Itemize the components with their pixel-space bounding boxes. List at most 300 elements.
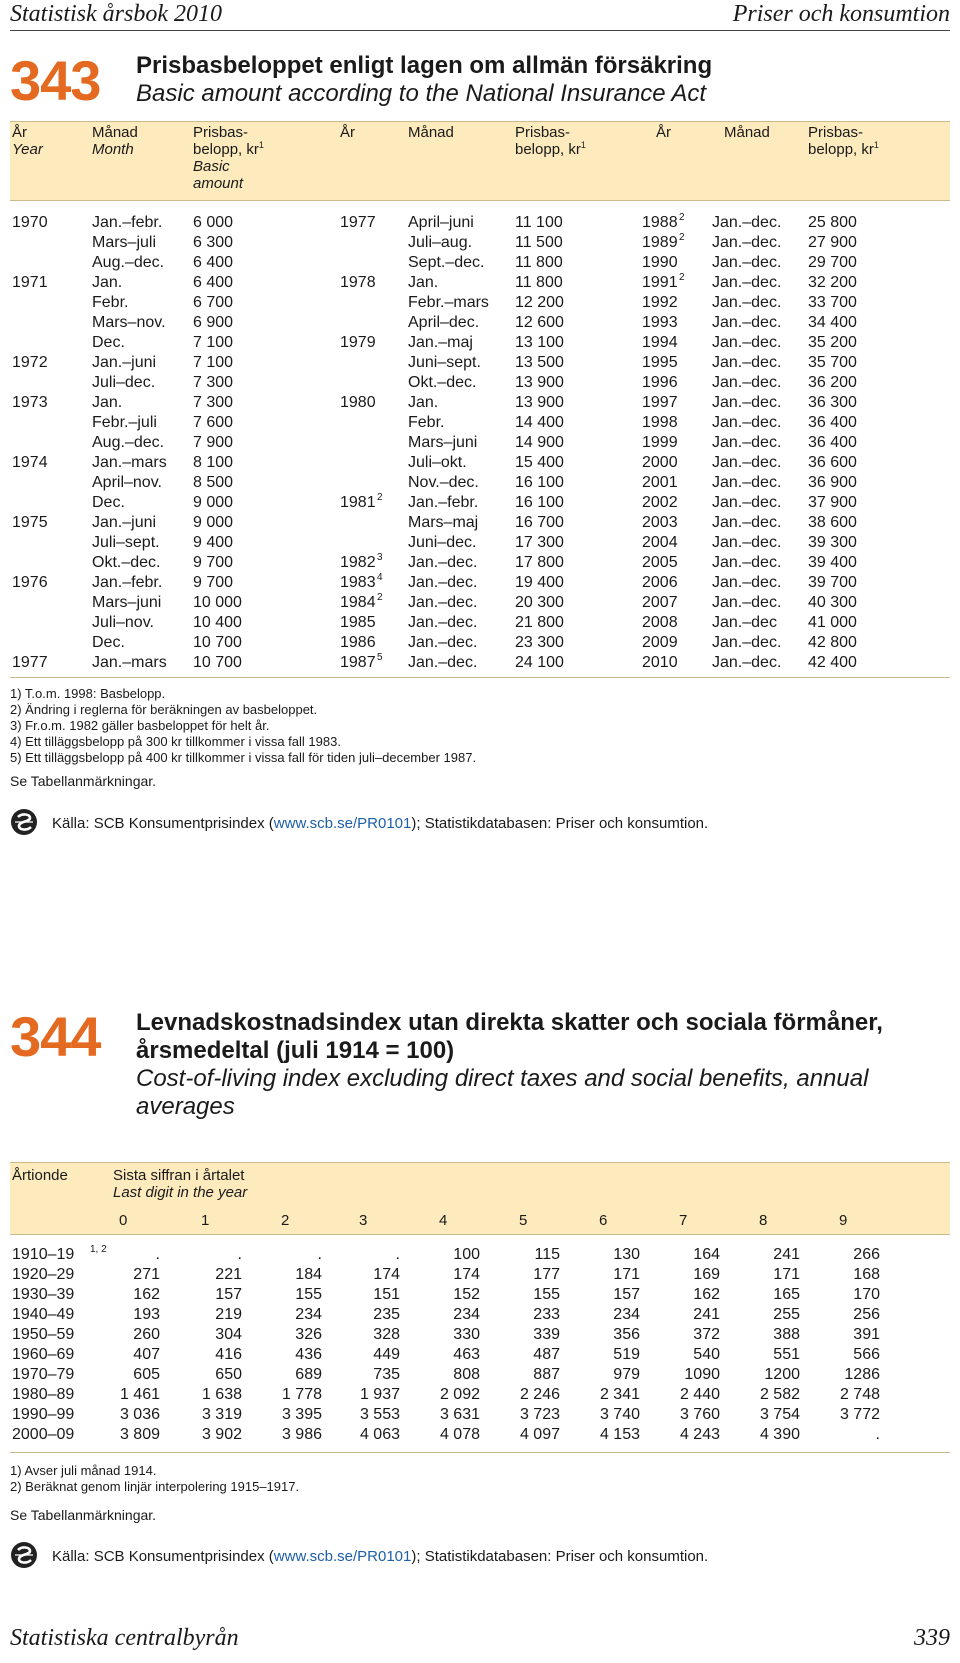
cell-amount: 14 400 <box>515 414 564 431</box>
table-row <box>10 593 950 613</box>
header-last-digit: Sista siffran i årtalet Last digit in the year <box>113 1167 248 1201</box>
header-month-col-1: Månad Month <box>92 124 138 158</box>
cell-year: 1970 <box>12 214 48 231</box>
cell-amount: 35 700 <box>808 354 857 371</box>
header-month-col-3: Månad <box>724 124 770 141</box>
cell-month: Juli–aug. <box>408 234 473 251</box>
cell-year: 1990 <box>642 254 678 271</box>
table-344-bottom-rule <box>10 1452 950 1453</box>
table-344-number: 344 <box>10 1005 101 1068</box>
cell-month: Dec. <box>92 634 125 651</box>
cell-month: Jan.–juni <box>92 514 157 531</box>
cell-year: 1982 <box>340 554 376 571</box>
cell-value: . <box>395 1246 400 1263</box>
cell-amount: 35 200 <box>808 334 857 351</box>
cell-value: 3 395 <box>281 1406 322 1423</box>
table-row <box>10 273 950 293</box>
cell-value: 234 <box>295 1306 322 1323</box>
cell-amount: 23 300 <box>515 634 564 651</box>
cell-year: 2007 <box>642 594 678 611</box>
cell-year: 1998 <box>642 414 678 431</box>
table-row <box>10 553 950 573</box>
cell-amount: 40 300 <box>808 594 857 611</box>
cell-month: April–dec. <box>408 314 480 331</box>
cell-value: 3 631 <box>439 1406 480 1423</box>
cell-value: 162 <box>693 1286 720 1303</box>
cell-month: Jan.–dec. <box>408 614 478 631</box>
cell-year: 1973 <box>12 394 48 411</box>
table-row <box>10 373 950 393</box>
cell-amount: 38 600 <box>808 514 857 531</box>
cell-value: 130 <box>613 1246 640 1263</box>
table-row <box>10 1265 950 1285</box>
cell-amount: 34 400 <box>808 314 857 331</box>
table-row <box>10 493 950 513</box>
cell-year: 1975 <box>12 514 48 531</box>
cell-value: 219 <box>215 1306 242 1323</box>
table-row <box>10 253 950 273</box>
cell-value: 4 153 <box>599 1426 640 1443</box>
cell-year: 2000 <box>642 454 678 471</box>
cell-amount: 42 800 <box>808 634 857 651</box>
cell-value: 540 <box>693 1346 720 1363</box>
cell-month: Mars–juli <box>92 234 157 251</box>
cell-footnote-ref: 5 <box>377 652 383 663</box>
cell-value: 174 <box>453 1266 480 1283</box>
cell-value: 887 <box>533 1366 560 1383</box>
cell-decade: 1970–79 <box>12 1366 75 1383</box>
cell-amount: 9 400 <box>193 534 234 551</box>
cell-month: Juli–dec. <box>92 374 156 391</box>
table-row <box>10 1425 950 1445</box>
cell-value: 165 <box>773 1286 800 1303</box>
cell-value: 177 <box>533 1266 560 1283</box>
table-343-body <box>10 213 950 673</box>
cell-value: 1 461 <box>119 1386 160 1403</box>
table-row <box>10 213 950 233</box>
cell-year: 1971 <box>12 274 48 291</box>
cell-amount: 10 700 <box>193 654 242 671</box>
cell-year: 2010 <box>642 654 678 671</box>
cell-amount: 24 100 <box>515 654 564 671</box>
note-line: 1) T.o.m. 1998: Basbelopp. <box>10 686 166 701</box>
cell-month: Jan.–dec. <box>712 454 782 471</box>
cell-value: 3 986 <box>281 1426 322 1443</box>
cell-value: 164 <box>693 1246 720 1263</box>
cell-month: Jan.–juni <box>92 354 157 371</box>
cell-decade: 1920–29 <box>12 1266 75 1283</box>
cell-year: 2001 <box>642 474 678 491</box>
table-row <box>10 413 950 433</box>
header-month-col-2: Månad <box>408 124 454 141</box>
cell-month: Jan.–dec. <box>712 414 782 431</box>
table-row <box>10 1305 950 1325</box>
cell-value: 388 <box>773 1326 800 1343</box>
cell-amount: 36 400 <box>808 414 857 431</box>
cell-year: 1985 <box>340 614 376 631</box>
cell-value: 241 <box>773 1246 800 1263</box>
cell-value: 241 <box>693 1306 720 1323</box>
cell-month: Mars–maj <box>408 514 479 531</box>
cell-amount: 9 700 <box>193 574 234 591</box>
table-344-title-en-2: averages <box>136 1093 235 1120</box>
table-row <box>10 333 950 353</box>
table-344-digit-header <box>10 1208 950 1235</box>
cell-month: Jan.–febr. <box>92 574 163 591</box>
header-digit: 2 <box>281 1212 290 1229</box>
cell-amount: 9 000 <box>193 494 234 511</box>
cell-month: Jan.–dec. <box>712 654 782 671</box>
cell-value: 339 <box>533 1326 560 1343</box>
header-digit: 9 <box>839 1212 848 1229</box>
cell-year: 2006 <box>642 574 678 591</box>
cell-value: 566 <box>853 1346 880 1363</box>
cell-value: . <box>317 1246 322 1263</box>
cell-year: 1979 <box>340 334 376 351</box>
cell-month: Juli–nov. <box>92 614 154 631</box>
cell-amount: 10 700 <box>193 634 242 651</box>
header-amount-col-3: Prisbas- belopp, $kr^1$ <box>808 124 879 158</box>
cell-year: 1984 <box>340 594 376 611</box>
header-amount-col-1: Prisbas- belopp, $kr^1$ Basic amount <box>193 124 264 192</box>
cell-month: Jan.–dec. <box>712 374 782 391</box>
cell-amount: 36 400 <box>808 434 857 451</box>
table-344-source: Källa: SCB Konsumentprisindex (www.scb.se/PR0101); Statistikdatabasen: Priser och konsumtion. <box>10 1541 708 1573</box>
cell-month: Febr. <box>408 414 445 431</box>
cell-footnote-ref: 4 <box>377 572 383 583</box>
cell-amount: 39 400 <box>808 554 857 571</box>
cell-month: Okt.–dec. <box>92 554 161 571</box>
table-row <box>10 573 950 593</box>
cell-month: Jan.–dec <box>712 614 777 631</box>
cell-value: 162 <box>133 1286 160 1303</box>
cell-month: Jan. <box>408 394 439 411</box>
cell-month: April–juni <box>408 214 474 231</box>
table-344-title-sv-1: Levnadskostnadsindex utan direkta skatter och sociala förmåner, <box>136 1009 883 1036</box>
cell-month: Jan.–mars <box>92 454 167 471</box>
cell-value: 170 <box>853 1286 880 1303</box>
cell-value: 449 <box>373 1346 400 1363</box>
cell-year: 1988 <box>642 214 678 231</box>
cell-amount: 13 100 <box>515 334 564 351</box>
cell-value: 157 <box>215 1286 242 1303</box>
cell-amount: 32 200 <box>808 274 857 291</box>
cell-month: Jan.–dec. <box>712 254 782 271</box>
cell-value: . <box>875 1426 880 1443</box>
table-344-notes <box>10 1463 299 1495</box>
note-line: 1) Avser juli månad 1914. <box>10 1463 157 1478</box>
table-343-number: 343 <box>10 49 101 112</box>
cell-value: 193 <box>133 1306 160 1323</box>
header-digit: 6 <box>599 1212 608 1229</box>
cell-decade: 1990–99 <box>12 1406 75 1423</box>
cell-value: 4 390 <box>759 1426 800 1443</box>
cell-decade: 1930–39 <box>12 1286 75 1303</box>
header-year-col-2: År <box>340 124 355 141</box>
cell-month: Aug.–dec. <box>92 434 165 451</box>
cell-footnote-ref: 2 <box>377 592 383 603</box>
cell-amount: 7 600 <box>193 414 234 431</box>
table-row <box>10 533 950 553</box>
cell-amount: 8 100 <box>193 454 234 471</box>
cell-amount: 8 500 <box>193 474 234 491</box>
cell-amount: 14 900 <box>515 434 564 451</box>
cell-month: Jan.–dec. <box>408 654 478 671</box>
cell-amount: 13 900 <box>515 374 564 391</box>
cell-value: 416 <box>215 1346 242 1363</box>
cell-year: 1987 <box>340 654 376 671</box>
cell-value: 2 341 <box>599 1386 640 1403</box>
scb-logo-icon <box>10 1541 38 1573</box>
scb-logo-icon <box>10 808 38 840</box>
cell-value: 372 <box>693 1326 720 1343</box>
cell-value: 115 <box>534 1246 560 1263</box>
cell-value: 1090 <box>684 1366 720 1383</box>
cell-month: Febr. <box>92 294 129 311</box>
cell-value: 436 <box>295 1346 322 1363</box>
table-row <box>10 293 950 313</box>
cell-year: 1997 <box>642 394 678 411</box>
cell-year: 1986 <box>340 634 376 651</box>
cell-month: Jan.–dec. <box>712 514 782 531</box>
cell-year: 1995 <box>642 354 678 371</box>
cell-amount: 42 400 <box>808 654 857 671</box>
cell-value: 100 <box>453 1246 480 1263</box>
cell-footnote-ref: 3 <box>377 552 383 563</box>
cell-value: 271 <box>133 1266 160 1283</box>
running-head <box>10 0 950 31</box>
header-digit: 5 <box>519 1212 528 1229</box>
cell-amount: 6 400 <box>193 274 234 291</box>
cell-decade: 2000–09 <box>12 1426 75 1443</box>
page-number: 339 <box>914 1625 950 1651</box>
cell-value: 256 <box>853 1306 880 1323</box>
note-line: 2) Ändring i reglerna för beräkningen av basbeloppet. <box>10 702 318 717</box>
cell-value: 487 <box>533 1346 560 1363</box>
note-line: 5) Ett tilläggsbelopp på 400 kr tillkommer i vissa fall för tiden juli–december 1987. <box>10 750 477 765</box>
cell-year: 1976 <box>12 574 48 591</box>
cell-month: Jan.–dec. <box>712 534 782 551</box>
cell-amount: 33 700 <box>808 294 857 311</box>
cell-value: 4 243 <box>679 1426 720 1443</box>
cell-month: Jan.–dec. <box>712 234 782 251</box>
cell-value: 2 092 <box>439 1386 480 1403</box>
header-digit: 7 <box>679 1212 688 1229</box>
cell-month: Jan.–dec. <box>712 434 782 451</box>
cell-amount: 36 600 <box>808 454 857 471</box>
cell-year: 2008 <box>642 614 678 631</box>
cell-amount: 27 900 <box>808 234 857 251</box>
cell-value: 605 <box>133 1366 160 1383</box>
header-decade: Årtionde <box>12 1167 68 1184</box>
table-row <box>10 1365 950 1385</box>
table-row <box>10 1285 950 1305</box>
cell-amount: 7 100 <box>193 334 234 351</box>
cell-amount: 16 700 <box>515 514 564 531</box>
table-344-title-sv-2: årsmedeltal (juli 1914 = 100) <box>136 1037 455 1064</box>
note-line: 4) Ett tilläggsbelopp på 300 kr tillkommer i vissa fall 1983. <box>10 734 341 749</box>
cell-value: 3 036 <box>119 1406 160 1423</box>
cell-amount: 29 700 <box>808 254 857 271</box>
cell-month: Dec. <box>92 334 125 351</box>
cell-month: Febr.–juli <box>92 414 157 431</box>
cell-amount: 12 600 <box>515 314 564 331</box>
cell-amount: 6 000 <box>193 214 234 231</box>
cell-year: 1991 <box>642 274 678 291</box>
cell-value: 2 582 <box>759 1386 800 1403</box>
cell-month: Jan.–dec. <box>408 574 478 591</box>
cell-amount: 16 100 <box>515 494 564 511</box>
cell-year: 1980 <box>340 394 376 411</box>
cell-footnote-ref: 1, 2 <box>90 1244 107 1255</box>
cell-month: Aug.–dec. <box>92 254 165 271</box>
cell-amount: 12 200 <box>515 294 564 311</box>
cell-value: 689 <box>295 1366 322 1383</box>
cell-value: 151 <box>373 1286 400 1303</box>
cell-year: 2004 <box>642 534 678 551</box>
cell-month: Jan. <box>92 394 123 411</box>
cell-month: Jan.–dec. <box>408 554 478 571</box>
table-row <box>10 313 950 333</box>
cell-amount: 11 800 <box>515 274 563 291</box>
cell-value: 650 <box>215 1366 242 1383</box>
cell-amount: 7 100 <box>193 354 234 371</box>
table-343-see-note: Se Tabellanmärkningar. <box>10 773 157 789</box>
header-amount-col-2: Prisbas- belopp, $kr^1$ <box>515 124 586 158</box>
cell-amount: 36 200 <box>808 374 857 391</box>
table-344-header <box>10 1162 950 1210</box>
table-row <box>10 1245 950 1265</box>
cell-value: 1200 <box>764 1366 800 1383</box>
cell-month: Jan.–dec. <box>712 274 782 291</box>
cell-amount: 7 900 <box>193 434 234 451</box>
cell-amount: 39 700 <box>808 574 857 591</box>
cell-month: Jan.–dec. <box>712 354 782 371</box>
header-digit: 3 <box>359 1212 368 1229</box>
table-row <box>10 1385 950 1405</box>
cell-value: 304 <box>215 1326 242 1343</box>
cell-decade: 1910–19 <box>12 1246 75 1263</box>
cell-value: 4 078 <box>439 1426 480 1443</box>
table-344-source-link[interactable]: www.scb.se/PR0101 <box>273 1547 412 1565</box>
cell-value: 1 937 <box>359 1386 400 1403</box>
table-343-source-link[interactable]: www.scb.se/PR0101 <box>273 814 412 832</box>
cell-amount: 20 300 <box>515 594 564 611</box>
cell-amount: 9 000 <box>193 514 234 531</box>
cell-amount: 11 100 <box>515 214 563 231</box>
cell-amount: 6 300 <box>193 234 234 251</box>
header-digit: 1 <box>201 1212 210 1229</box>
cell-month: Jan. <box>92 274 123 291</box>
cell-amount: 9 700 <box>193 554 234 571</box>
cell-value: 171 <box>773 1266 800 1283</box>
cell-year: 1977 <box>12 654 48 671</box>
cell-month: Jan.–dec. <box>712 494 782 511</box>
table-343-notes <box>10 686 476 766</box>
cell-value: 3 319 <box>201 1406 242 1423</box>
table-row <box>10 353 950 373</box>
note-line: 3) Fr.o.m. 1982 gäller basbeloppet för helt år. <box>10 718 270 733</box>
cell-amount: 17 800 <box>515 554 564 571</box>
cell-month: Juni–dec. <box>408 534 477 551</box>
cell-month: Jan.–dec. <box>712 474 782 491</box>
cell-value: 391 <box>853 1326 880 1343</box>
cell-year: 1977 <box>340 214 376 231</box>
cell-value: 519 <box>613 1346 640 1363</box>
table-row <box>10 1325 950 1345</box>
cell-month: Mars–nov. <box>92 314 166 331</box>
cell-value: 169 <box>693 1266 720 1283</box>
table-row <box>10 633 950 653</box>
cell-value: 3 760 <box>679 1406 720 1423</box>
cell-value: 168 <box>853 1266 880 1283</box>
cell-month: Juli–sept. <box>92 534 160 551</box>
cell-month: Jan. <box>408 274 439 291</box>
cell-value: 174 <box>373 1266 400 1283</box>
cell-amount: 17 300 <box>515 534 564 551</box>
cell-month: Okt.–dec. <box>408 374 477 391</box>
table-343-bottom-rule <box>10 677 950 678</box>
cell-year: 1989 <box>642 234 678 251</box>
table-row <box>10 393 950 413</box>
cell-value: 2 440 <box>679 1386 720 1403</box>
cell-value: 171 <box>613 1266 640 1283</box>
table-344-see-note: Se Tabellanmärkningar. <box>10 1507 157 1523</box>
table-row <box>10 1405 950 1425</box>
table-row <box>10 453 950 473</box>
cell-amount: 6 900 <box>193 314 234 331</box>
cell-year: 2002 <box>642 494 678 511</box>
cell-value: 326 <box>295 1326 322 1343</box>
cell-amount: 11 800 <box>515 254 563 271</box>
running-head-left: Statistisk årsbok 2010 <box>10 1 223 27</box>
cell-year: 1996 <box>642 374 678 391</box>
cell-amount: 7 300 <box>193 394 234 411</box>
cell-value: 808 <box>453 1366 480 1383</box>
note-line: 2) Beräknat genom linjär interpolering 1915–1917. <box>10 1479 300 1494</box>
table-row <box>10 513 950 533</box>
cell-value: 266 <box>853 1246 880 1263</box>
cell-value: 979 <box>613 1366 640 1383</box>
cell-amount: 15 400 <box>515 454 564 471</box>
cell-value: 356 <box>613 1326 640 1343</box>
cell-value: 234 <box>453 1306 480 1323</box>
cell-amount: 13 500 <box>515 354 564 371</box>
footer-publisher: Statistiska centralbyrån <box>10 1625 239 1651</box>
cell-value: 3 740 <box>599 1406 640 1423</box>
header-year-col-3: År <box>656 124 671 141</box>
cell-amount: 6 700 <box>193 294 234 311</box>
cell-year: 1994 <box>642 334 678 351</box>
cell-month: Nov.–dec. <box>408 474 479 491</box>
cell-month: Febr.–mars <box>408 294 489 311</box>
cell-month: Jan.–dec. <box>712 334 782 351</box>
cell-month: Jan.–dec. <box>712 394 782 411</box>
cell-month: Dec. <box>92 494 125 511</box>
cell-amount: 6 400 <box>193 254 234 271</box>
cell-amount: 16 100 <box>515 474 564 491</box>
cell-value: . <box>237 1246 242 1263</box>
cell-month: Juni–sept. <box>408 354 481 371</box>
cell-value: 3 553 <box>359 1406 400 1423</box>
table-row <box>10 233 950 253</box>
cell-value: 407 <box>133 1346 160 1363</box>
cell-amount: 7 300 <box>193 374 234 391</box>
cell-value: 4 097 <box>519 1426 560 1443</box>
cell-month: Juli–okt. <box>408 454 467 471</box>
cell-value: 1286 <box>844 1366 880 1383</box>
cell-month: Jan.–dec. <box>712 634 782 651</box>
